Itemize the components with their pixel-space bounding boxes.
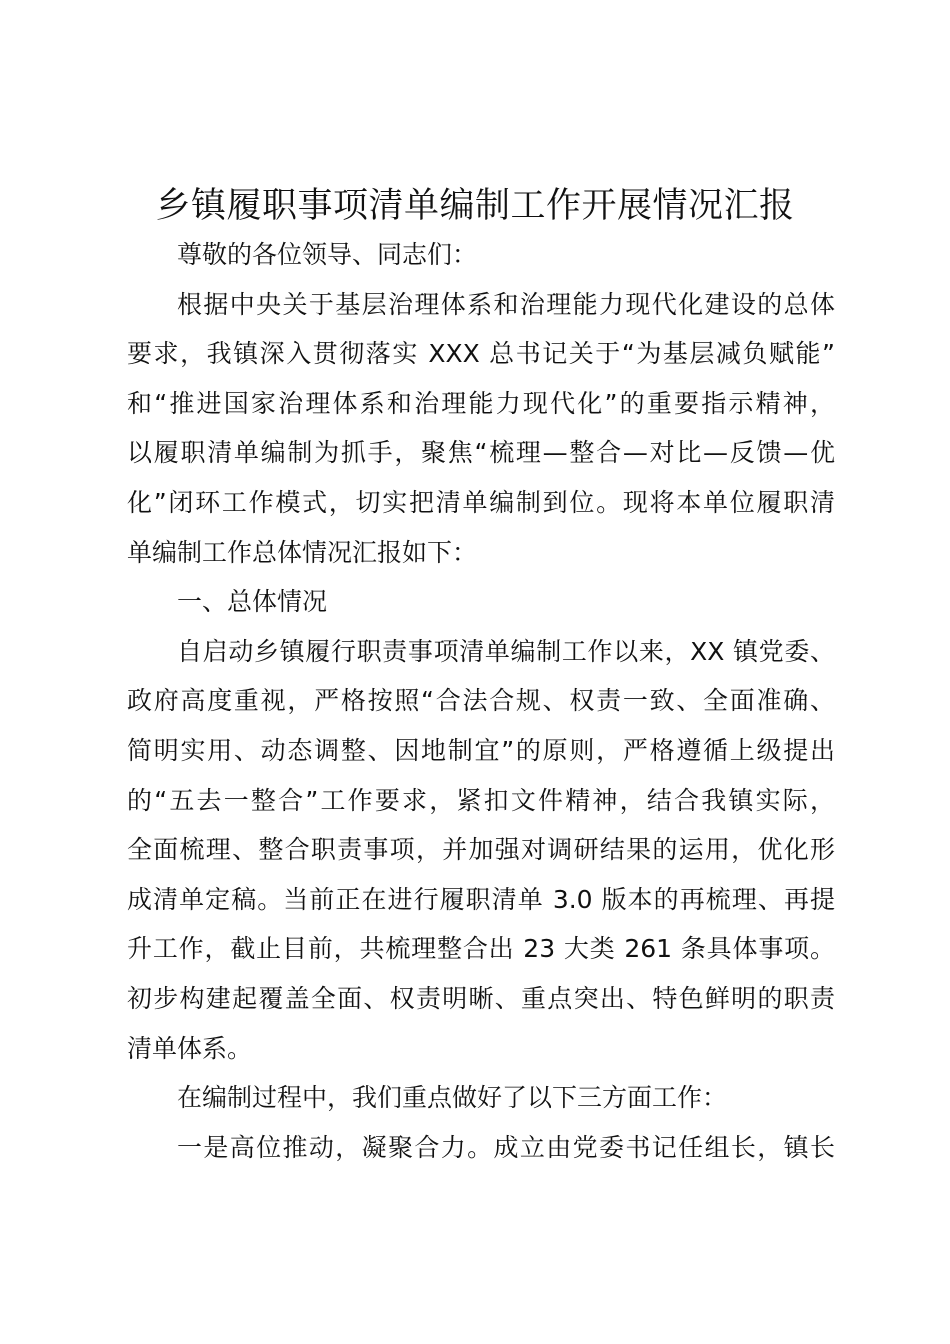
text-line: 简明实用、动态调整、因地制宜”的原则，严格遵循上级提出 [127,735,835,765]
text-line: 一、总体情况 [177,587,328,617]
text-line: 升工作，截止目前，共梳理整合出 23 大类 261 条具体事项。 [127,934,835,964]
text-line: 根据中央关于基层治理体系和治理能力现代化建设的总体 [177,289,835,319]
text-line: 政府高度重视，严格按照“合法合规、权责一致、全面准确、 [127,686,835,716]
text-line: 全面梳理、整合职责事项，并加强对调研结果的运用，优化形 [127,835,835,865]
document-body [127,230,835,1172]
text-line: 在编制过程中，我们重点做好了以下三方面工作： [177,1083,728,1113]
text-line: 要求，我镇深入贯彻落实 XXX 总书记关于“为基层减负赋能” [127,339,835,369]
text-line: 成清单定稿。当前正在进行履职清单 3.0 版本的再梳理、再提 [127,884,835,914]
text-line: 化”闭环工作模式，切实把清单编制到位。现将本单位履职清 [127,487,835,517]
text-line: 自启动乡镇履行职责事项清单编制工作以来，XX 镇党委、 [177,636,835,666]
text-line: 尊敬的各位领导、同志们： [177,240,478,269]
text-line: 清单体系。 [127,1033,253,1063]
text-line: 的“五去一整合”工作要求，紧扣文件精神，结合我镇实际， [127,785,835,815]
text-line: 以履职清单编制为抓手，聚焦“梳理—整合—对比—反馈—优 [127,438,835,468]
text-line: 一是高位推动，凝聚合力。成立由党委书记任组长，镇长 [177,1132,835,1162]
text-line: 初步构建起覆盖全面、权责明晰、重点突出、特色鲜明的职责 [127,983,835,1013]
text-line: 和“推进国家治理体系和治理能力现代化”的重要指示精神， [127,388,835,418]
document-title: 乡镇履职事项清单编制工作开展情况汇报 [155,186,795,226]
text-line: 单编制工作总体情况汇报如下： [127,537,478,567]
